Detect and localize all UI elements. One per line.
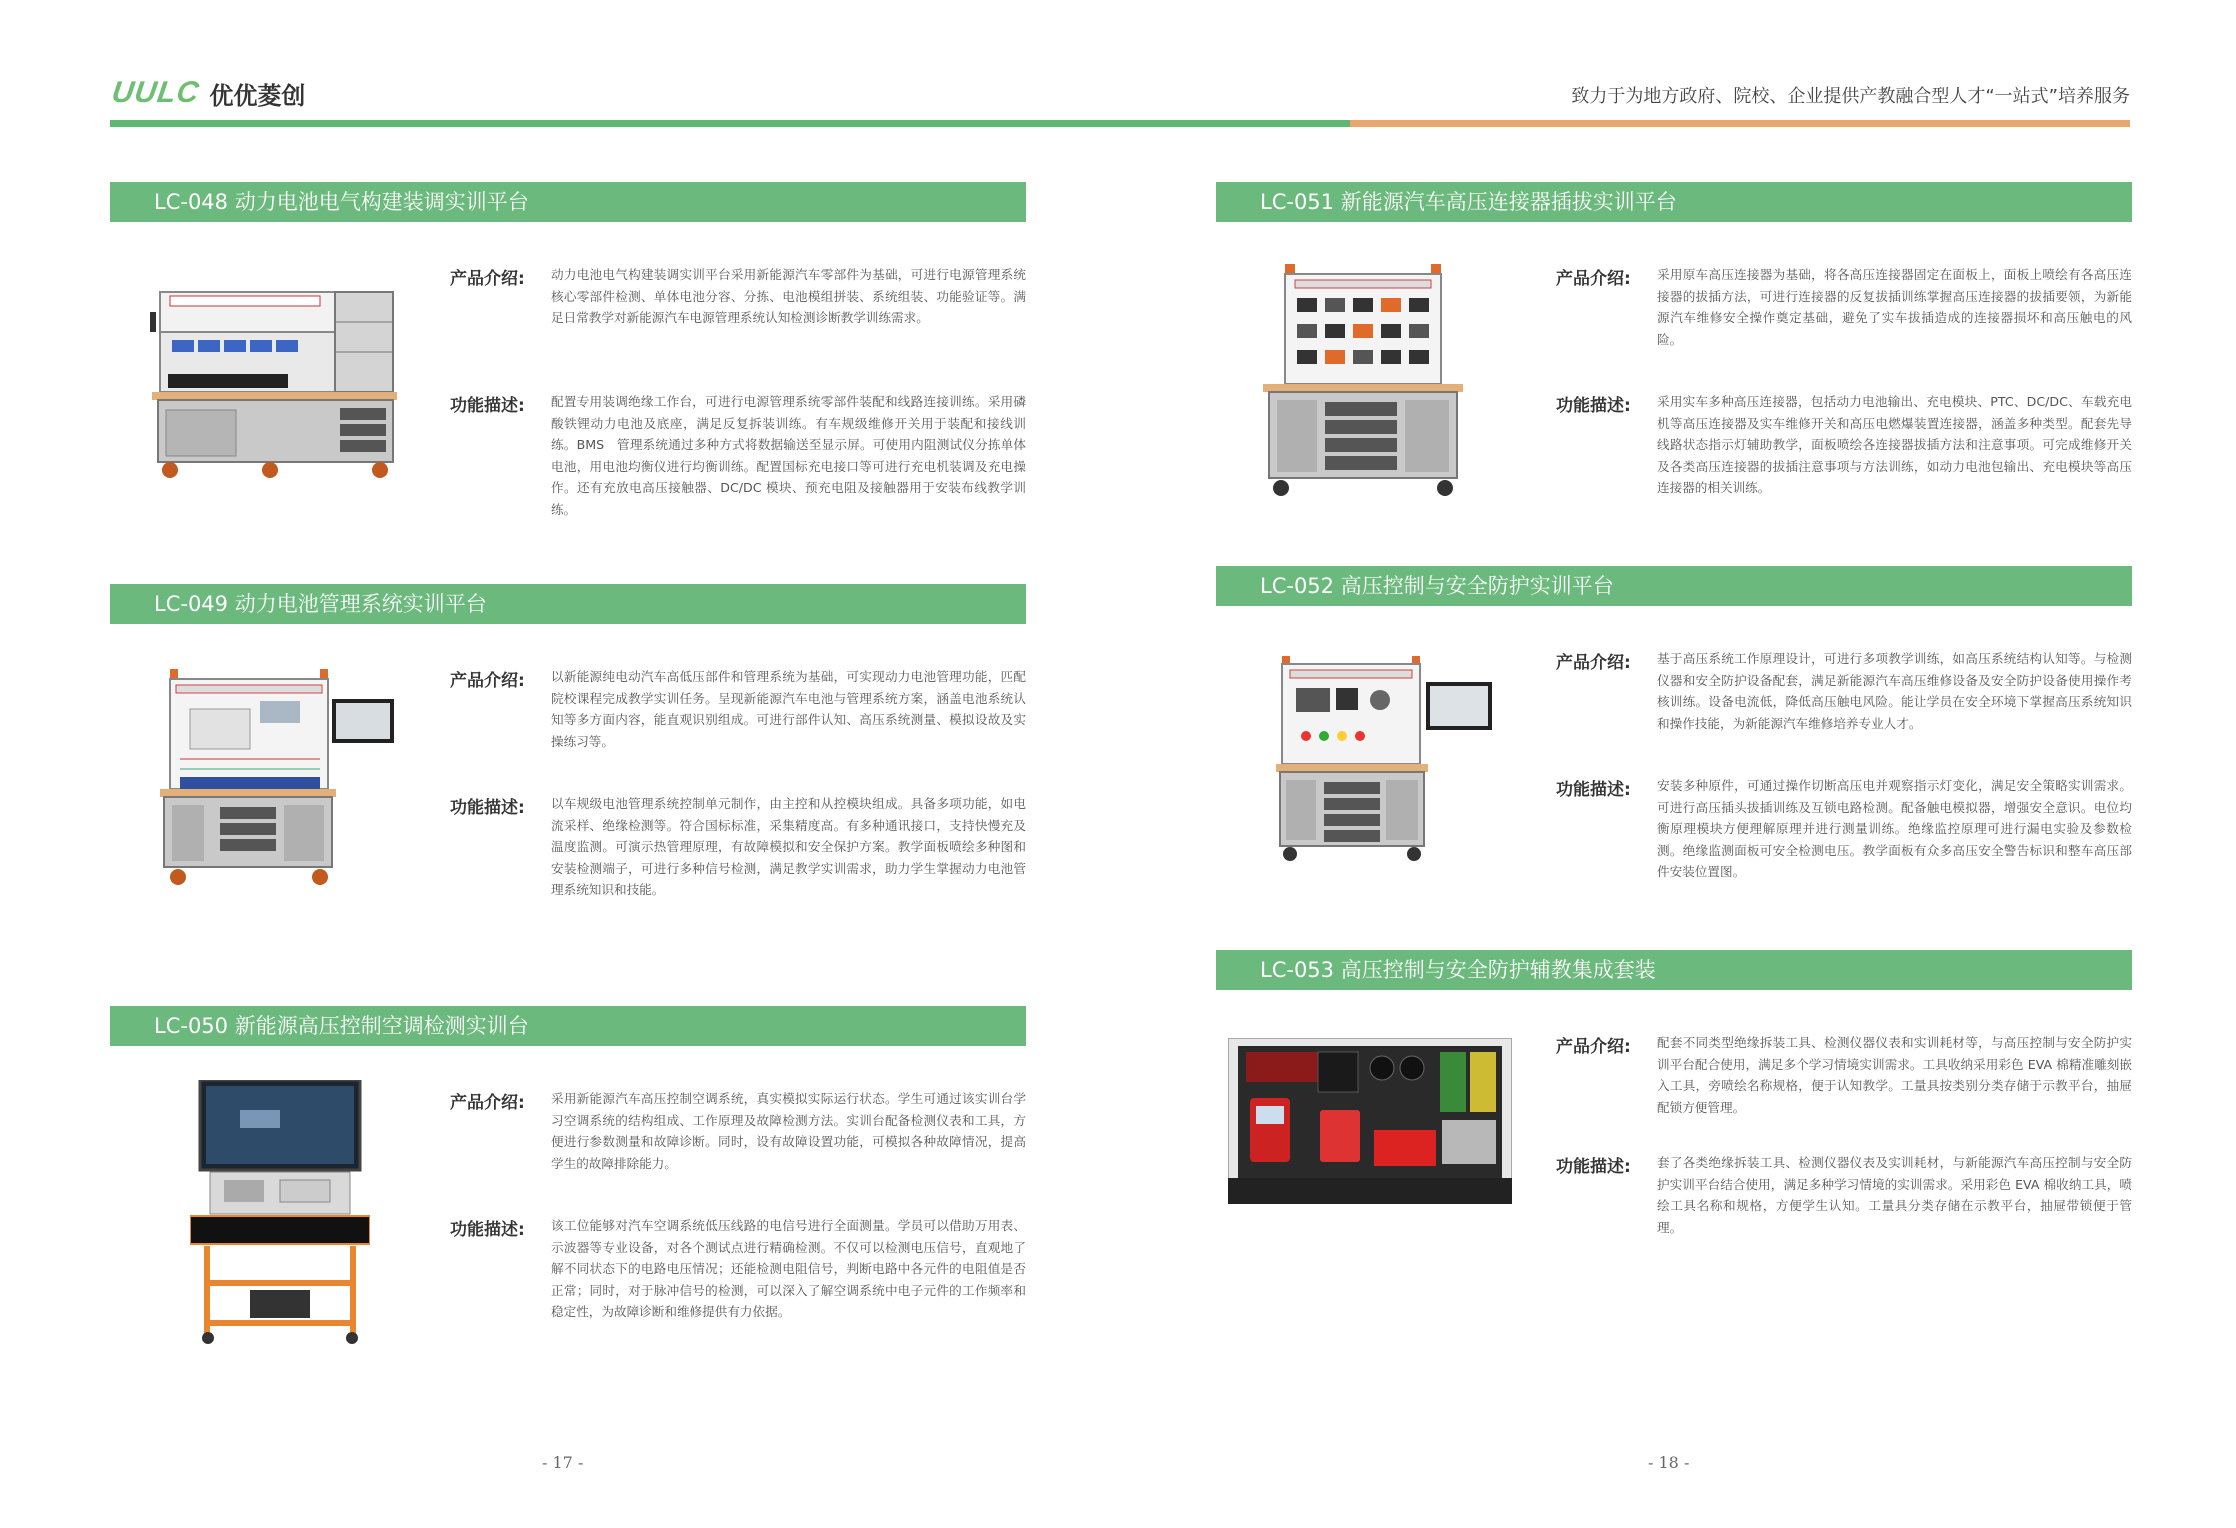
- product-section-lc050: [110, 1006, 1026, 1366]
- product-image-bms-platform: [160, 669, 400, 904]
- header-slogan: 致力于为地方政府、院校、企业提供产教融合型人才“一站式”培养服务: [1571, 86, 2130, 107]
- function-text: 该工位能够对汽车空调系统低压线路的电信号进行全面测量。学员可以借助万用表、示波器等专业设备，对各个测试点进行精确检测。不仅可以检测电压信号，直观地了解不同状态下的电路电压情况；还能检测电阻信号，判断电路中各元件的电阻值是否正常；同时，对于脉冲信号的检测，可以深入了解空调系统中电子元件的工作频率和稳定性，为故障诊断和维修提供有力依据。: [551, 1218, 1026, 1320]
- page-number-right: - 18 -: [1648, 1453, 1690, 1472]
- function-text: 安装多种原件，可通过操作切断高压电并观察指示灯变化，满足安全策略实训需求。可进行高压插头拔插训练及互锁电路检测。配备触电模拟器，增强安全意识。电位均衡原理模块方便理解原理并进行测量训练。绝缘监控原理可进行漏电实验及参数检测。绝缘监测面板可安全检测电压。教学面板有众多高压安全警告标识和整车高压部件安装位置图。: [1657, 778, 2132, 880]
- product-section-lc053: [1216, 950, 2132, 1250]
- function-text: 配置专用装调绝缘工作台，可进行电源管理系统零部件装配和线路连接训练。采用磷酸铁锂动力电池及底座，满足反复拆装训练。有车规级维修开关用于装配和接线训练。BMS 管理系统通过多种方式将数据输送至显示屏。可使用内阻测试仪分拣单体电池，用电池均衡仪进行均衡训练。配置国标充电接口等可进行充电机装调及充电操作。还有充放电高压接触器、DC/DC 模块、预充电阻及接触器用于安装布线教学训练。: [551, 394, 1026, 517]
- intro-text: 基于高压系统工作原理设计，可进行多项教学训练，如高压系统结构认知等。与检测仪器和安全防护设备配套，满足新能源汽车高压维修设备及安全防护设备使用操作考核训练。设备电流低，降低高压触电风险。能让学员在安全环境下掌握高压系统知识和操作技能，为新能源汽车维修培养专业人才。: [1657, 651, 2132, 731]
- logo-mark: UULC: [109, 76, 202, 109]
- intro-text: 采用新能源汽车高压控制空调系统，真实模拟实际运行状态。学生可通过该实训台学习空调系统的结构组成、工作原理及故障检测方法。实训台配备检测仪表和工具，方便进行参数测量和故障诊断。同时，设有故障设置功能，可模拟各种故障情况，提高学生的故障排除能力。: [551, 1091, 1026, 1171]
- product-image-battery-workbench: [150, 282, 400, 482]
- section-text: [450, 1088, 1026, 1368]
- function-text: 采用实车多种高压连接器，包括动力电池输出、充电模块、PTC、DC/DC、车载充电机等高压连接器及实车维修开关和高压电燃爆装置连接器，涵盖多种类型。配套先导线路状态指示灯辅助教学，面板喷绘各连接器拔插方法和注意事项。可完成维修开关及各类高压连接器的拔插注意事项与方法训练，如动力电池包输出、充电模块等高压连接器的相关训练。: [1657, 394, 2132, 496]
- intro-text: 动力电池电气构建装调实训平台采用新能源汽车零部件为基础，可进行电源管理系统核心零部件检测、单体电池分容、分拣、电池模组拼装、系统组装、功能验证等。满足日常教学对新能源汽车电源管理系统认知检测诊断教学训练需求。: [551, 267, 1026, 326]
- product-image-ac-test-bench: [190, 1080, 370, 1345]
- product-image-connector-platform: [1261, 264, 1466, 504]
- intro-text: 采用原车高压连接器为基础，将各高压连接器固定在面板上，面板上喷绘有各高压连接器的拔插方法，可进行连接器的反复拔插训练掌握高压连接器的拔插要领，为新能源汽车维修安全操作奠定基础，避免了实车拔插造成的连接器损坏和高压触电的风险。: [1657, 267, 2132, 347]
- section-title: LC-048 动力电池电气构建装调实训平台: [110, 182, 1026, 222]
- logo-name: 优优菱创: [209, 81, 306, 110]
- function-text: 套了各类绝缘拆装工具、检测仪器仪表及实训耗材，与新能源汽车高压控制与安全防护实训平台结合使用，满足多种学习情境的实训需求。采用彩色 EVA 棉收纳工具，喷绘工具名称和规格，方便学生认知。工量具分类存储在示教平台，抽屉带锁便于管理。: [1657, 1155, 2132, 1235]
- product-section-lc048: [110, 182, 1026, 532]
- intro-label: 产品介绍:: [450, 1093, 525, 1113]
- product-image-tool-drawer-kit: [1228, 1038, 1512, 1204]
- intro-label: 产品介绍:: [1556, 1037, 1631, 1057]
- intro-label: 产品介绍:: [450, 671, 525, 691]
- function-label: 功能描述:: [1556, 396, 1631, 416]
- section-title: LC-049 动力电池管理系统实训平台: [110, 584, 1026, 624]
- section-title: LC-050 新能源高压控制空调检测实训台: [110, 1006, 1026, 1046]
- product-section-lc049: [110, 584, 1026, 934]
- function-label: 功能描述:: [450, 798, 525, 818]
- section-title: LC-053 高压控制与安全防护辅教集成套装: [1216, 950, 2132, 990]
- section-text: [450, 264, 1026, 524]
- brand-logo: [109, 76, 306, 110]
- function-label: 功能描述:: [450, 396, 525, 416]
- intro-text: 配套不同类型绝缘拆装工具、检测仪器仪表和实训耗材等，与高压控制与安全防护实训平台配合使用，满足多个学习情境实训需求。工具收纳采用彩色 EVA 棉精准雕刻嵌入工具，旁喷绘名称规格，便于认知教学。工量具按类别分类存储于示教平台，抽屉配锁方便管理。: [1657, 1035, 2132, 1115]
- intro-label: 产品介绍:: [1556, 269, 1631, 289]
- product-section-lc051: [1216, 182, 2132, 532]
- header-rule-green: [110, 120, 1350, 127]
- section-title: LC-052 高压控制与安全防护实训平台: [1216, 566, 2132, 606]
- function-label: 功能描述:: [450, 1220, 525, 1240]
- page-number-left: - 17 -: [542, 1453, 584, 1472]
- function-text: 以车规级电池管理系统控制单元制作，由主控和从控模块组成。具备多项功能，如电流采样、绝缘检测等。符合国标标准，采集精度高。有多种通讯接口，支持快慢充及温度监测。可演示热管理原理，有故障模拟和安全保护方案。教学面板喷绘多种图和安装检测端子，可进行多种信号检测，满足教学实训需求，助力学生掌握动力电池管理系统知识和技能。: [551, 796, 1026, 898]
- section-text: [1556, 648, 2132, 898]
- section-title: LC-051 新能源汽车高压连接器插拔实训平台: [1216, 182, 2132, 222]
- section-text: [1556, 1032, 2132, 1262]
- section-text: [1556, 264, 2132, 524]
- header-rule-orange: [1350, 120, 2130, 127]
- intro-label: 产品介绍:: [1556, 653, 1631, 673]
- intro-text: 以新能源纯电动汽车高低压部件和管理系统为基础，可实现动力电池管理功能，匹配院校课程完成教学实训任务。呈现新能源汽车电池与管理系统方案，涵盖电池系统认知等多方面内容，能直观识别组成。可进行部件认知、高压系统测量、模拟设故及实操练习等。: [551, 669, 1026, 749]
- function-label: 功能描述:: [1556, 780, 1631, 800]
- product-image-hv-safety-platform: [1276, 656, 1496, 866]
- intro-label: 产品介绍:: [450, 269, 525, 289]
- product-section-lc052: [1216, 566, 2132, 896]
- section-text: [450, 666, 1026, 926]
- function-label: 功能描述:: [1556, 1157, 1631, 1177]
